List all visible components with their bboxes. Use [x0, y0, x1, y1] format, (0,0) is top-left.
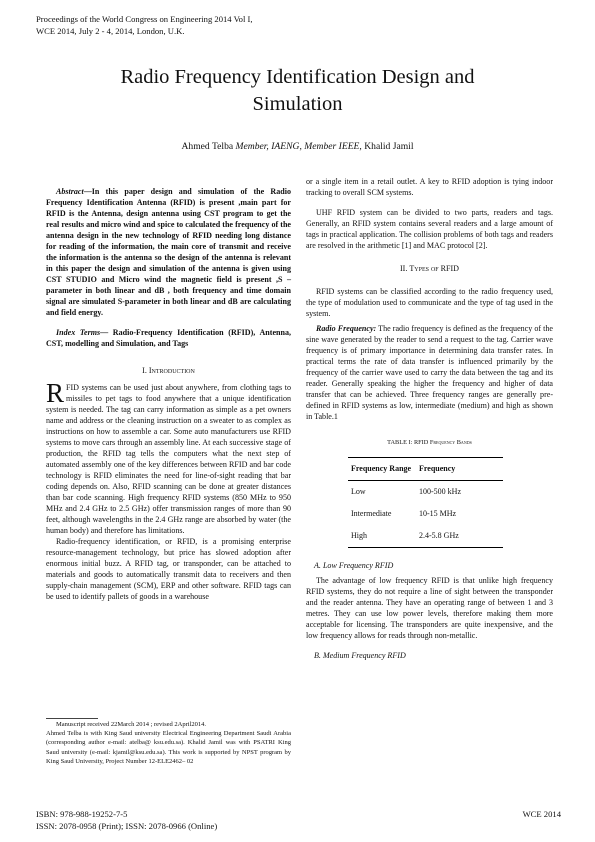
- author-affiliation: Member, IAENG, Member IEEE: [235, 141, 360, 152]
- footnote: [46, 720, 291, 766]
- table-header-row: [348, 458, 503, 481]
- section-heading-types: II. Types of RFID: [399, 264, 459, 273]
- left-column: [46, 186, 291, 602]
- intro-paragraph-2-continued: or a single item in a retail outlet. A key to RFID adoption is tying indoor tracking to overall SCM systems.: [306, 177, 553, 197]
- page-footer-right: WCE 2014: [522, 809, 561, 819]
- table-row: [348, 481, 503, 504]
- index-terms-label: Index Terms: [56, 328, 101, 337]
- table-cell: 2.4-5.8 GHz: [416, 525, 503, 548]
- author-line: [40, 141, 555, 153]
- title-line-2: Simulation: [252, 93, 343, 115]
- issn-line: ISSN: 2078-0958 (Print); ISSN: 2078-0966 (Online): [36, 821, 218, 831]
- running-header: [36, 13, 336, 37]
- table-cell: High: [348, 525, 416, 548]
- table-cell: 10-15 MHz: [419, 509, 457, 518]
- isbn-line: ISBN: 978-988-19252-7-5: [36, 809, 128, 819]
- intro-paragraph-1: RFID systems can be used just about anywhere, from clothing tags to missiles to pet tags to food anywhere that a unique identification system is needed. The tag can carry information as simple as a pet owners name and address or the cleaning instruction on a sweater to as complex as instructions on how to assemble a car. Some auto manufacturers use RFID systems to move cars through an assembly line. At each successive stage of production, the RFID tag tells the computers what the next step of automated assembly one of the key differences between RFID and bar code technology is RFID eliminates the need for line-of-sight reading that bar coding depends on. Also, RFID scanning can be done at greater distances than bar code scanning. High frequency RFID systems (850 MHz to 950 MHz and 2.4 GHz to 2.5 GHz) offer transmission ranges of more than 90 feet, although wavelengths in the 2.4 GHz range are absorbed by water (the human body) and therefore has limitations.: [46, 378, 291, 535]
- radio-frequency-label: Radio Frequency:: [316, 324, 377, 333]
- abstract-text: —In this paper design and simulation of the Radio Frequency Identification Antenna (RFID) is present ,main part for RFID is the Antenna, design antenna using CST program to get the real results and micro wind and spice to calculated the frequency of the antenna design in the new technology of RFID needing long distance for reading of the information, the main core of transmit and receive the information is the antenna so the design of the antenna is relevant in this paper the design and simulation of the antenna is given using CST STUDIO and Micro wind the magnetic field is present ,S – parameter in both linear and dB , both frequency and time domain signal are simulated S-parameter in both linear and dB are calculating and field energy.: [46, 187, 291, 317]
- author-name-1: Ahmed Telba: [181, 141, 236, 152]
- footnote-manuscript: Manuscript received 22March 2014 ; revised 2April2014.: [56, 721, 207, 728]
- index-terms: [46, 327, 291, 349]
- types-paragraph-1: RFID systems can be classified according to the radio frequency used, the type of modulation used to communicate and the type of tag used in the system.: [306, 287, 553, 318]
- radio-frequency-paragraph: Radio Frequency: The radio frequency is defined as the frequency of the sine wave generated by the reader to send a request to the tag. Carrier wave frequency is of primary importance in determining data transfer rates. In practical terms the rate of data transfer is influenced primarily by the frequency of the carrier wave used to carry the data between the tag and its reader. Generally speaking the higher the frequency and higher of data transfer that can be achieved. Three frequency ranges are generally pre-defined in RFID systems as low, intermediate (medium) and high as shown in Table.1: [306, 324, 554, 421]
- table-header-cell: Frequency: [416, 458, 503, 481]
- index-terms-text: — Radio-Frequency Identification (RFID), Antenna, CST, modelling and Simulation, and Tags: [46, 328, 291, 348]
- footnote-rule: [46, 718, 98, 719]
- header-line-2: WCE 2014, July 2 - 4, 2014, London, U.K.: [36, 26, 185, 36]
- footnote-affiliations: Ahmed Telba is with King Saud university Electrical Engineering Department Saudi Arabia (corresponding author e-mail: atelba@ ksu.edu.sa). Khalid Jamil was with PSATRI King Saud university (e-mail: kjamil@ksu.edu.sa). This work is supported by NPST program by King Saud University, Project Number 12-ELE2462– 02: [46, 730, 291, 765]
- table-cell: Intermediate: [351, 509, 392, 518]
- header-line-1: Proceedings of the World Congress on Engineering 2014 Vol I,: [36, 14, 253, 24]
- frequency-table: [348, 457, 503, 548]
- table-row: [348, 525, 503, 548]
- subsection-heading-medium-frequency: B. Medium Frequency RFID: [314, 651, 406, 660]
- intro-paragraph-3: UHF RFID system can be divided to two parts, readers and tags. Generally, an RFID system contains several readers and a large amount of tags in practical application. The collision problems of both tags and readers are resolved in the arithmetic [1] and MAC protocol [2].: [306, 208, 553, 250]
- title-line-1: Radio Frequency Identification Design and: [120, 66, 475, 88]
- abstract-label: Abstract: [56, 187, 84, 196]
- table-caption: TABLE I: RFID Frequency Bands: [387, 439, 472, 446]
- subsection-heading-low-frequency: A. Low Frequency RFID: [314, 561, 394, 570]
- page-footer-left: [36, 808, 217, 832]
- table-cell: Low: [351, 487, 366, 496]
- section-heading-introduction: I. Introduction: [142, 366, 195, 375]
- drop-cap: R: [46, 378, 65, 408]
- right-column: [306, 176, 553, 661]
- abstract: [46, 186, 291, 318]
- intro-paragraph-2: Radio-frequency identification, or RFID, is a promising enterprise resource-management technology, but price has slowed adoption after enormous initial buzz. A RFID tag, or transponder, can be attached to materials and goods to automatically transmit data to receivers and then supply-chain management (SCM), ERP and other software. RFID tags can be used to identify pallets of goods in a warehouse: [46, 537, 291, 601]
- author-name-2: , Khalid Jamil: [359, 141, 414, 152]
- table-header-cell: Frequency Range: [348, 458, 416, 481]
- table-cell: 100-500 kHz: [419, 487, 461, 496]
- paper-title: [40, 64, 555, 118]
- low-frequency-paragraph: The advantage of low frequency RFID is that unlike high frequency RFID systems, they do not require a line of sight between the transponder and the reader antenna. They have an operating range of between 1 and 3 metres. They can use low power levels, therefore making them more acceptable for licensing. The transponders are quite inexpensive, and the low frequency allows for reads through non-metallic.: [306, 576, 553, 640]
- table-row: [348, 503, 503, 525]
